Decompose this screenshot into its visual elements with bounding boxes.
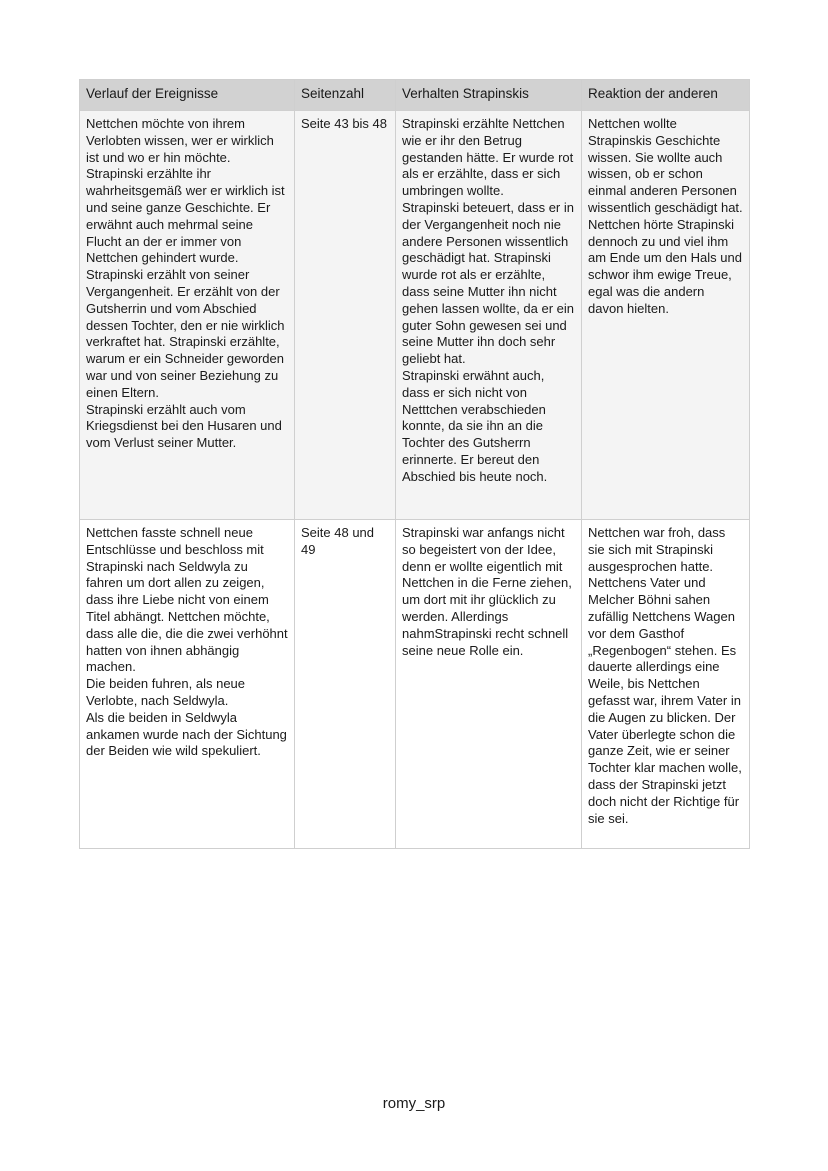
cell-text: Strapinski war anfangs nicht so begeistert von der Idee, denn er wollte eigentlich mit Nettchen in die Ferne ziehen, um dort mit ihr glücklich zu werden. Allerdings nahmStrapinski recht schnell seine neue Rolle ein.	[402, 525, 572, 658]
header-reaktion: Reaktion der anderen	[582, 80, 750, 111]
cell-verlauf	[80, 520, 295, 849]
cell-verlauf	[80, 111, 295, 520]
cell-text: Seite 43 bis 48	[301, 116, 388, 131]
cell-reaktion	[582, 520, 750, 849]
cell-verhalten	[396, 111, 582, 520]
events-table	[79, 79, 750, 849]
cell-text: Strapinski erzählte Nettchen wie er ihr den Betrug gestanden hätte. Er wurde rot als er erzählte, dass er sich umbringen wollte. Strapinski beteuert, dass er in der Vergangenheit noch nie andere Personen wissentlich geschädigt hat. Strapinski wurde rot als er erzählte, dass seine Mutter ihn nicht gehen lassen wollte, da er ein guter Sohn gewesen sei und seine Mutter ihn doch sehr geliebt hat. Strapinski erwähnt auch, dass er sich nicht von Netttchen verabschieden konnte, da sie ihn an die Tochter des Gutsherrn erinnerte. Er bereut den Abschied bis heute noch.	[402, 116, 575, 484]
page-footer: romy_srp	[382, 1095, 446, 1112]
cell-seitenzahl	[295, 111, 396, 520]
table-row	[80, 111, 750, 520]
table-row	[80, 520, 750, 849]
header-seitenzahl: Seitenzahl	[295, 80, 396, 111]
cell-text: Nettchen möchte von ihrem Verlobten wissen, wer er wirklich ist und wo er hin möchte. Strapinski erzählte ihr wahrheitsgemäß wer er wirklich ist und seine ganze Geschichte. Er erwähnt auch mehrmal seine Flucht an der er immer von Nettchen gehindert wurde. Strapinski erzählt von seiner Vergangenheit. Er erzählt von der Gutsherrin und vom Abschied dessen Tochter, den er nie wirklich verkraftet hat. Strapinski erzählte, warum er ein Schneider geworden war und von seiner Beziehung zu einen Eltern. Strapinski erzählt auch vom Kriegsdienst bei den Husaren und vom Verlust seiner Mutter.	[86, 116, 285, 451]
cell-text: Nettchen wollte Strapinskis Geschichte wissen. Sie wollte auch wissen, ob er schon einmal anderen Personen wissentlich geschädigt hat. Nettchen hörte Strapinski dennoch zu und viel ihm am Ende um den Hals und schwor ihm ewige Treue, egal was die andern davon hielten.	[588, 116, 743, 316]
cell-text: Nettchen fasste schnell neue Entschlüsse und beschloss mit Strapinski nach Seldwyla zu fahren um dort allen zu zeigen, dass ihre Liebe nicht von einem Titel abhängt. Nettchen möchte, dass alle die, die die zwei verhöhnt hatten von ihnen abhängig machen. Die beiden fuhren, als neue Verlobte, nach Seldwyla. Als die beiden in Seldwyla ankamen wurde nach der Sichtung der Beiden wie wild spekuliert.	[86, 525, 288, 759]
header-verlauf: Verlauf der Ereignisse	[80, 80, 295, 111]
cell-reaktion	[582, 111, 750, 520]
table-header-row	[80, 80, 750, 111]
header-verhalten: Verhalten Strapinskis	[396, 80, 582, 111]
cell-seitenzahl	[295, 520, 396, 849]
cell-verhalten	[396, 520, 582, 849]
cell-text: Nettchen war froh, dass sie sich mit Strapinski ausgesprochen hatte. Nettchens Vater und Melcher Böhni sahen zufällig Nettchens Wagen vor dem Gasthof „Regenbogen“ stehen. Es dauerte allerdings eine Weile, bis Nettchen gefasst war, ihrem Vater in die Augen zu blicken. Der Vater überlegte schon die ganze Zeit, wie er seiner Tochter klar machen wolle, dass der Strapinski jetzt doch nicht der Richtige für sie sei.	[588, 525, 742, 826]
cell-text: Seite 48 und 49	[301, 525, 375, 557]
